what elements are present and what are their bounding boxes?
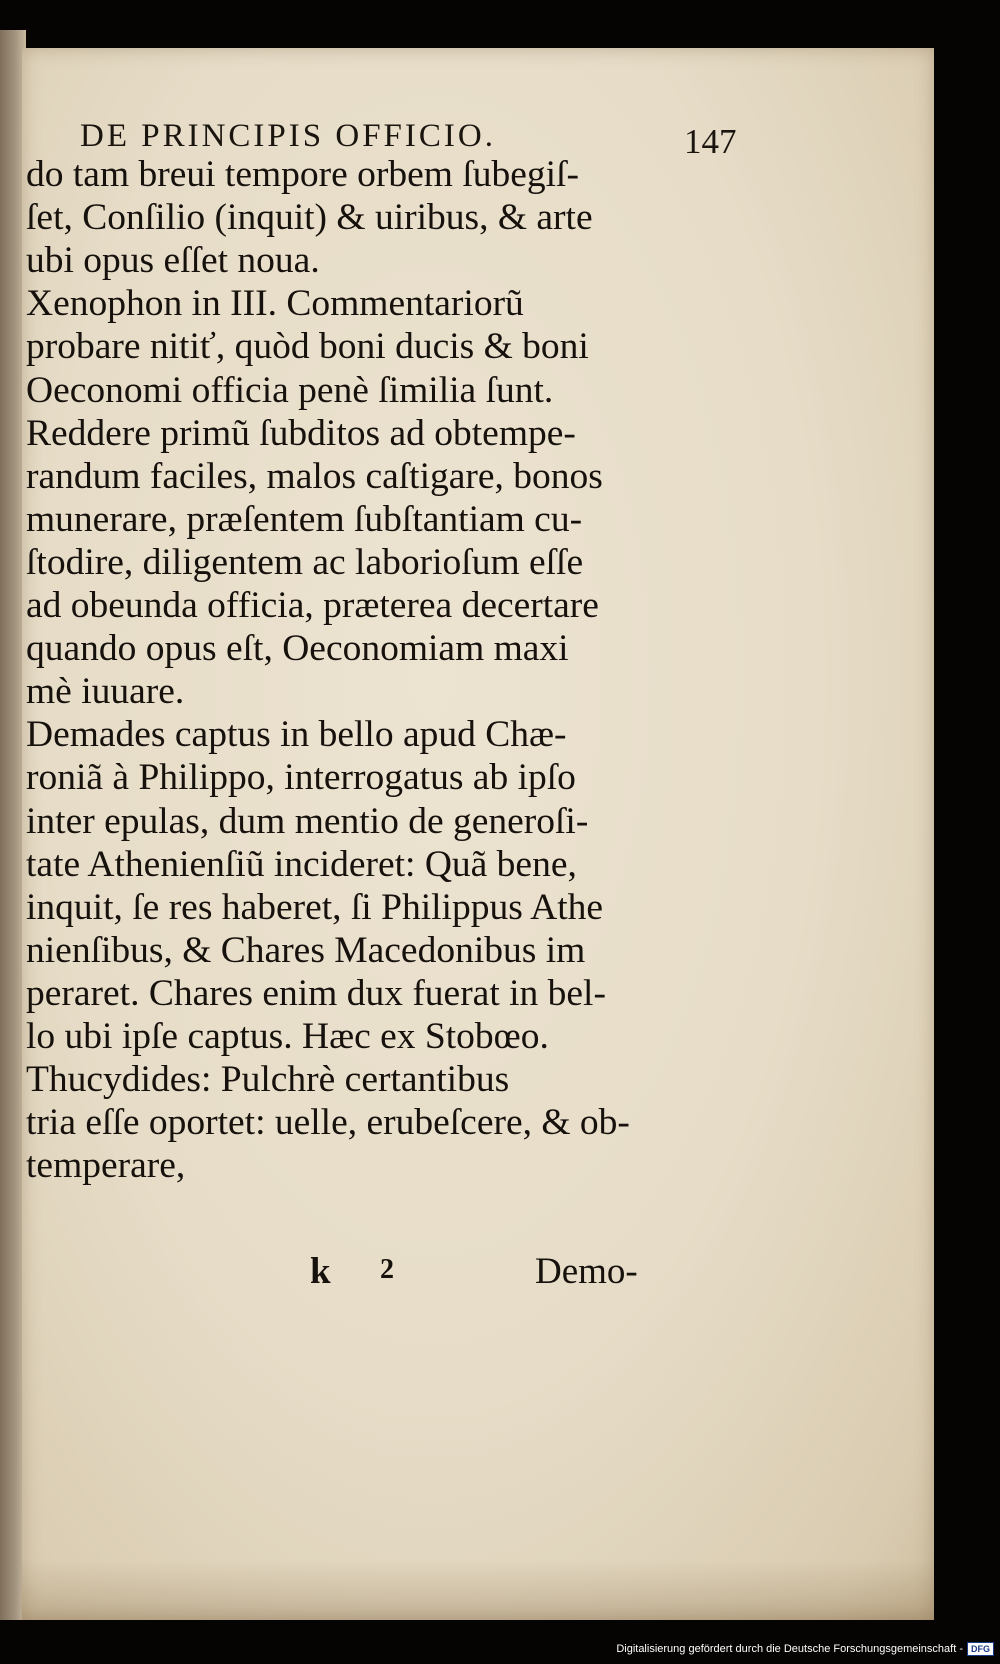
signature-number: 2 (380, 1254, 394, 1285)
text-line: ubi opus eſſet noua. (26, 240, 320, 282)
text-line: lo ubi ipſe captus. Hæc ex Stobœo. (26, 1016, 549, 1057)
page-bottom-stain (22, 1560, 934, 1620)
page-footer (0, 1250, 1000, 1310)
text-line: Oeconomi officia penè ſimilia ſunt. (26, 369, 554, 411)
text-line: Demades captus in bello apud Chæ- (26, 714, 567, 756)
text-line: peraret. Chares enim dux fuerat in bel- (26, 972, 606, 1014)
text-line: inquit, ſe res haberet, ſi Philippus Athe (26, 886, 604, 928)
catchword: Demo- (535, 1251, 638, 1292)
text-line: do tam breui tempore orbem ſubegiſ- (26, 154, 579, 195)
text-line: inter epulas, dum mentio de generoſi- (26, 800, 589, 842)
digitization-credit-text: Digitalisierung gefördert durch die Deutsche Forschungsgemeinschaft - (616, 1643, 963, 1655)
text-line: temperare, (26, 1145, 186, 1187)
text-line: ad obeunda officia, præterea decertare (26, 585, 599, 626)
text-line: Xenophon in III. Commentariorũ (26, 283, 524, 325)
page-number: 147 (684, 122, 737, 161)
text-line: nienſibus, & Chares Macedonibus im (26, 929, 586, 971)
text-line: munerare, præſentem ſubſtantiam cu- (26, 498, 583, 540)
digitization-credit (616, 1642, 994, 1656)
text-line: tria eſſe oportet: uelle, erubeſcere, & ob- (26, 1102, 630, 1144)
text-line: mè iuuare. (26, 671, 185, 713)
text-line: Thucydides: Pulchrè certantibus (26, 1059, 510, 1101)
text-line: Reddere primũ ſubditos ad obtempe- (26, 412, 576, 454)
text-line: probare nitiť, quòd boni ducis & boni (26, 326, 589, 368)
text-line: roniã à Philippo, interrogatus ab ipſo (26, 757, 576, 799)
text-line: ſtodire, diligentem ac laborioſum eſſe (26, 541, 584, 583)
dfg-logo: DFG (967, 1642, 994, 1656)
signature-mark: k (310, 1251, 331, 1292)
text-line: ſet, Conſilio (inquit) & uiribus, & arte (26, 197, 593, 239)
text-line: quando opus eſt, Oeconomiam maxi (26, 628, 569, 670)
text-line: tate Athenienſiũ incideret: Quã bene, (26, 843, 577, 885)
running-title: DE PRINCIPIS OFFICIO. (80, 118, 496, 154)
text-line: randum faciles, malos caſtigare, bonos (26, 455, 603, 497)
